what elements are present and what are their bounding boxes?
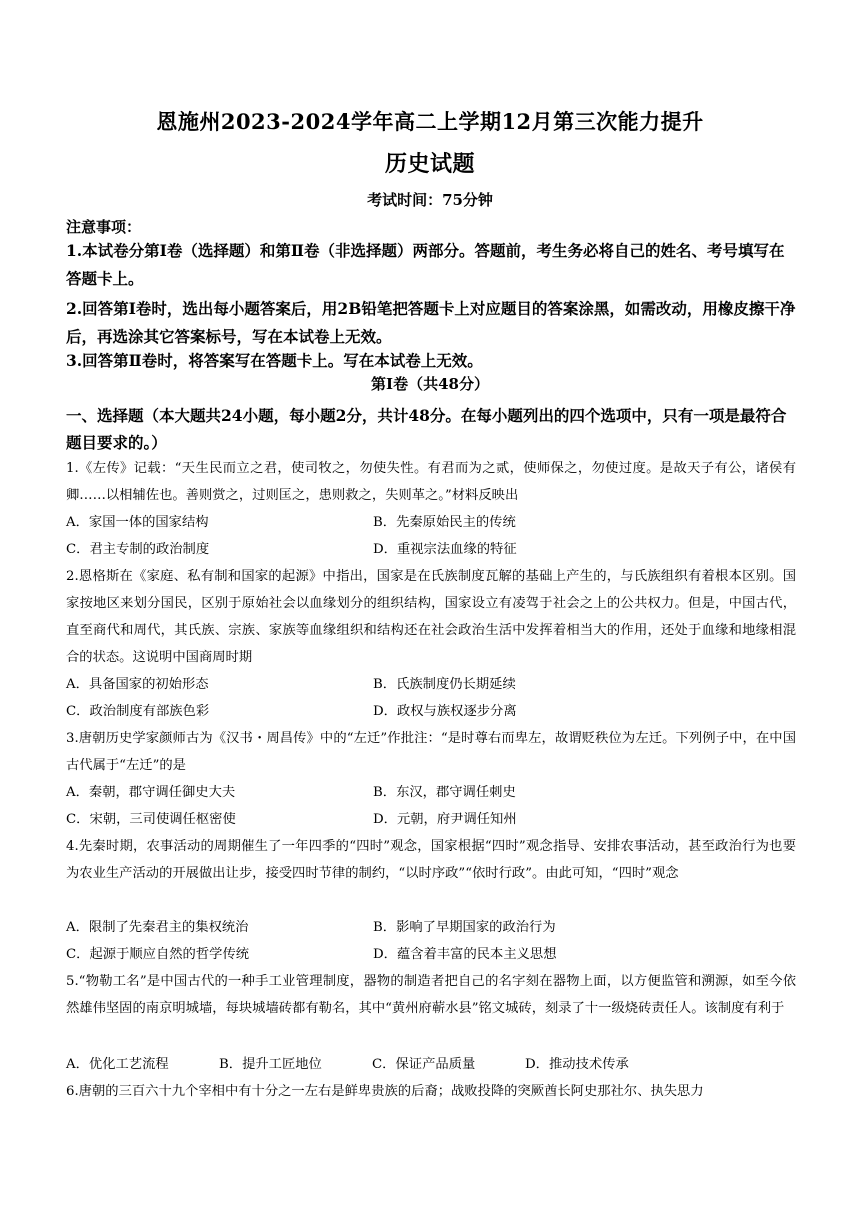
- question-5-option-c: C．保证产品质量: [372, 1057, 476, 1072]
- question-1-option-d: D．重视宗法血缘的特征: [373, 542, 517, 557]
- question-5-option-b: B．提升工匠地位: [219, 1057, 322, 1072]
- exam-time: 考试时间：75分钟: [367, 191, 493, 209]
- section-title: 第Ⅰ卷（共48分）: [371, 375, 489, 393]
- question-2-text: 2.恩格斯在《家庭、私有制和国家的起源》中指出，国家是在氏族制度瓦解的基础上产生的，与氏族组织有着根本区别。国家按地区来划分国民，区别于原始社会以血缘划分的组织结构，国家设立有凌驾于社会之上的公共权力。但是，中国古代，直至商代和周代，其氏族、宗族、家族等血缘组织和结构还在社会政治生活中发挥着相当大的作用，还处于血缘和地缘相混合的状态。这说明中国商周时期: [66, 569, 796, 665]
- exam-title: 恩施州2023-2024学年高二上学期12月第三次能力提升: [156, 109, 704, 134]
- question-5-option-a: A．优化工艺流程: [66, 1057, 169, 1072]
- question-1-option-c: C．君主专制的政治制度: [66, 542, 210, 557]
- question-3-text: 3.唐朝历史学家颜师古为《汉书・周昌传》中的“左迁”作批注：“是时尊右而卑左，故谓贬秩位为左迁。下列例子中，在中国古代属于“左迁”的是: [66, 731, 796, 773]
- question-4-option-c: C．起源于顺应自然的哲学传统: [66, 947, 250, 962]
- question-2-option-b: B．氏族制度仍长期延续: [373, 677, 516, 692]
- exam-subject-title: 历史试题: [384, 151, 475, 177]
- note-item: 3.回答第Ⅱ卷时，将答案写在答题卡上。写在本试卷上无效。: [66, 351, 483, 370]
- question-4-option-d: D．蕴含着丰富的民本主义思想: [373, 947, 557, 962]
- question-6-text: 6.唐朝的三百六十九个宰相中有十分之一左右是鲜卑贵族的后裔；战败投降的突厥酋长阿史那社尔、执失思力: [66, 1084, 704, 1099]
- question-2-option-a: A．具备国家的初始形态: [66, 677, 209, 692]
- question-5-options: [66, 1051, 796, 1078]
- question-4-option-a: A．限制了先秦君主的集权统治: [66, 920, 249, 935]
- question-2-option-d: D．政权与族权逐步分离: [373, 704, 517, 719]
- question-1-option-a: A．家国一体的国家结构: [66, 515, 209, 530]
- question-3-option-c: C．宋朝，三司使调任枢密使: [66, 812, 236, 827]
- question-1-option-b: B．先秦原始民主的传统: [373, 515, 516, 530]
- question-5-text: 5.“物勒工名”是中国古代的一种手工业管理制度，器物的制造者把自己的名字刻在器物上面，以方便监管和溯源，如至今依然雄伟坚固的南京明城墙，每块城墙砖都有勒名，其中“黄州府蕲水县”铭文城砖，刻录了十一级烧砖责任人。该制度有利于: [66, 974, 796, 1016]
- note-item: 1.本试卷分第Ⅰ卷（选择题）和第Ⅱ卷（非选择题）两部分。答题前，考生务必将自己的姓名、考号填写在答题卡上。: [66, 241, 785, 288]
- question-2-option-c: C．政治制度有部族色彩: [66, 704, 210, 719]
- question-3-option-b: B．东汉，郡守调任刺史: [373, 785, 516, 800]
- question-3-option-a: A．秦朝，郡守调任御史大夫: [66, 785, 236, 800]
- note-item: 2.回答第Ⅰ卷时，选出每小题答案后，用2B铅笔把答题卡上对应题目的答案涂黑，如需改动，用橡皮擦干净后，再选涂其它答案标号，写在本试卷上无效。: [66, 299, 796, 346]
- question-4-option-b: B．影响了早期国家的政治行为: [373, 920, 556, 935]
- question-4-text: 4.先秦时期，农事活动的周期催生了一年四季的“四时”观念，国家根据“四时”观念指导、安排农事活动，甚至政治行为也要为农业生产活动的开展做出让步，接受四时节律的制约，“以时序政”“依时行政”。由此可知，“四时”观念: [66, 839, 796, 881]
- question-5-option-d: D．推动技术传承: [525, 1057, 629, 1072]
- notes-heading: 注意事项：: [66, 218, 142, 236]
- question-1-text: 1.《左传》记载：“天生民而立之君，使司牧之，勿使失性。有君而为之贰，使师保之，勿使过度。是故天子有公，诸侯有卿……以相辅佐也。善则赏之，过则匡之，患则救之，失则革之。”材料反映出: [66, 461, 796, 503]
- part-heading: 一、选择题（本大题共24小题，每小题2分，共计48分。在每小题列出的四个选项中，只有一项是最符合题目要求的。）: [66, 406, 787, 452]
- question-3-option-d: D．元朝，府尹调任知州: [373, 812, 517, 827]
